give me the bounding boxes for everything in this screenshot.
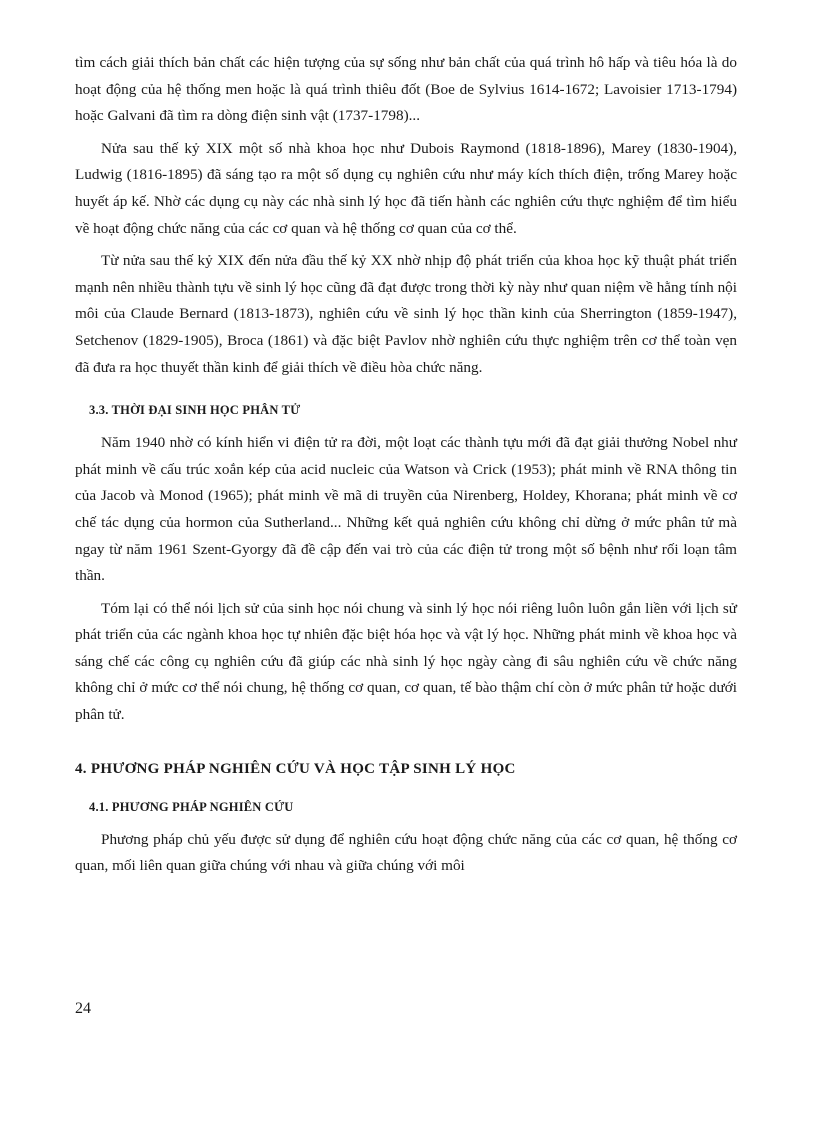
heading-3-3: 3.3. THỜI ĐẠI SINH HỌC PHÂN TỬ — [89, 403, 301, 418]
page-content — [75, 50, 737, 886]
paragraph-intro-continuation: tìm cách giải thích bản chất các hiện tượng của sự sống như bản chất của quá trình hô hấp và tiêu hóa là do hoạt động của hệ thống men hoặc là quá trình thiêu đốt (Boe de Sylvius 1614-1672; Lavoisier 1713-1794) hoặc Galvani đã tìm ra dòng điện sinh vật (1737-1798)... — [75, 54, 737, 125]
paragraph-research-methods: Phương pháp chủ yếu được sử dụng để nghiên cứu hoạt động chức năng của các cơ quan, hệ thống cơ quan, mối liên quan giữa chúng với nhau và giữa chúng với môi — [75, 830, 737, 875]
page-number: 24 — [75, 1000, 91, 1017]
paragraph-19th-20th-century-achievements: Từ nửa sau thế kỷ XIX đến nửa đầu thế kỷ XX nhờ nhịp độ phát triển của khoa học kỹ thuật phát triển mạnh nên nhiều thành tựu về sinh lý học cũng đã đạt được trong thời kỳ này như quan niệm về hằng tính nội môi của Claude Bernard (1813-1873), nghiên cứu về sinh lý học thần kinh của Sherrington (1859-1947), Setchenov (1829-1905), Broca (1861) và đặc biệt Pavlov nhờ nghiên cứu thực nghiệm trên cơ thể toàn vẹn đã đưa ra học thuyết thần kinh để giải thích về điều hòa chức năng. — [75, 252, 737, 376]
paragraph-summary: Tóm lại có thể nói lịch sử của sinh học nói chung và sinh lý học nói riêng luôn luôn gắn liền với lịch sử phát triển của các ngành khoa học tự nhiên đặc biệt hóa học và vật lý học. Những phát minh về khoa học và sáng chế các công cụ nghiên cứu đã giúp các nhà sinh lý học ngày càng đi sâu nghiên cứu về chức năng không chỉ ở mức cơ thể nói chung, hệ thống cơ quan, cơ quan, tế bào thậm chí còn ở mức phân tử hoặc dưới phân tử. — [75, 599, 737, 724]
paragraph-molecular-biology: Năm 1940 nhờ có kính hiển vi điện tử ra đời, một loạt các thành tựu mới đã đạt giải thưởng Nobel như phát minh về cấu trúc xoắn kép của acid nucleic của Watson và Crick (1953); phát minh về RNA thông tin của Jacob và Monod (1965); phát minh về mã di truyền của Nirenberg, Holdey, Khorana; phát minh về cơ chế tác dụng của hormon của Sutherland... Những kết quả nghiên cứu không chỉ dừng ở mức phân tử mà ngay từ năm 1961 Szent-Gyorgy đã đề cập đến vai trò của các điện tử trong một số bệnh như rối loạn tâm thần. — [75, 434, 737, 585]
heading-4: 4. PHƯƠNG PHÁP NGHIÊN CỨU VÀ HỌC TẬP SINH LÝ HỌC — [75, 760, 516, 777]
heading-4-1: 4.1. PHƯƠNG PHÁP NGHIÊN CỨU — [89, 799, 294, 814]
paragraph-19th-century-instruments: Nửa sau thế kỷ XIX một số nhà khoa học như Dubois Raymond (1818-1896), Marey (1830-1904), Ludwig (1816-1895) đã sáng tạo ra một số dụng cụ nghiên cứu như máy kích thích điện, trống Marey hoặc huyết áp kế. Nhờ các dụng cụ này các nhà sinh lý học đã tiến hành các nghiên cứu thực nghiệm để tìm hiểu về hoạt động chức năng của các cơ quan và hệ thống cơ quan của cơ thể. — [75, 139, 737, 237]
